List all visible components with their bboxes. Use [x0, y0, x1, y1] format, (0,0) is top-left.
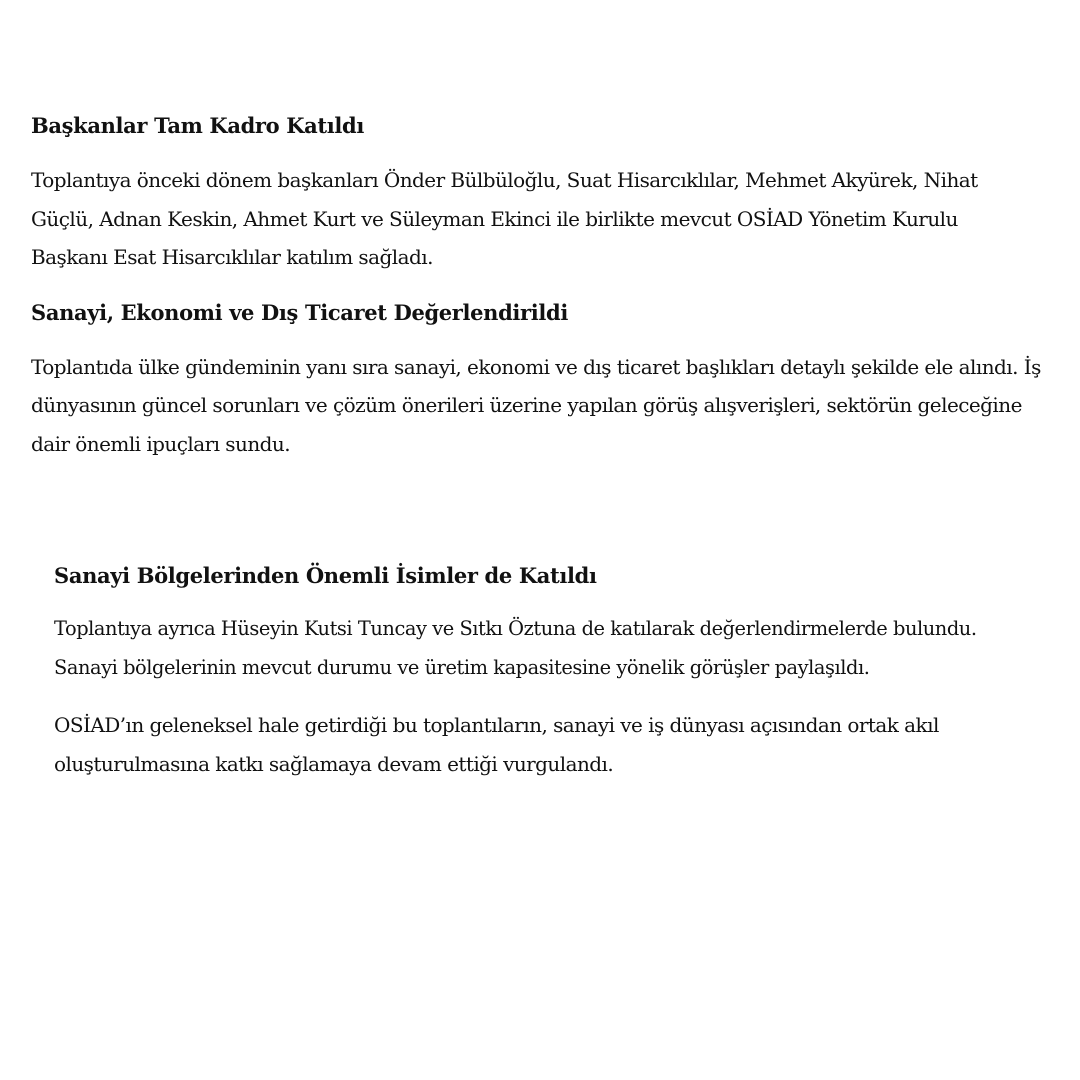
- section-heading-industrial-zones: Sanayi Bölgelerinden Önemli İsimler de Katıldı: [54, 563, 597, 588]
- section-paragraph-economy: Toplantıda ülke gündeminin yanı sıra sanayi, ekonomi ve dış ticaret başlıkları detaylı şekilde ele alındı. İş dünyasının güncel sorunları ve çözüm önerileri üzerine yapılan görüş alışverişleri, sektörün geleceğine dair önemli ipuçları sundu.: [31, 354, 1041, 456]
- section-paragraph-industrial-zones: Toplantıya ayrıca Hüseyin Kutsi Tuncay ve Sıtkı Öztuna de katılarak değerlendirmelerde bulundu. Sanayi bölgelerinin mevcut durumu ve üretim kapasitesine yönelik görüşler paylaşıldı.: [54, 617, 977, 679]
- article-block-upper: [31, 110, 1071, 463]
- section-heading-presidents: Başkanlar Tam Kadro Katıldı: [31, 113, 364, 138]
- closing-paragraph: OSİAD’ın geleneksel hale getirdiği bu toplantıların, sanayi ve iş dünyası açısından ortak akıl oluşturulmasına katkı sağlamaya devam ettiği vurgulandı.: [54, 713, 939, 776]
- article-block-lower: [54, 560, 1074, 783]
- section-paragraph-presidents: Toplantıya önceki dönem başkanları Önder Bülbüloğlu, Suat Hisarcıklılar, Mehmet Akyürek, Nihat Güçlü, Adnan Keskin, Ahmet Kurt ve Süleyman Ekinci ile birlikte mevcut OSİAD Yönetim Kurulu Başkanı Esat Hisarcıklılar katılım sağladı.: [31, 168, 978, 269]
- section-heading-economy: Sanayi, Ekonomi ve Dış Ticaret Değerlendirildi: [31, 299, 568, 325]
